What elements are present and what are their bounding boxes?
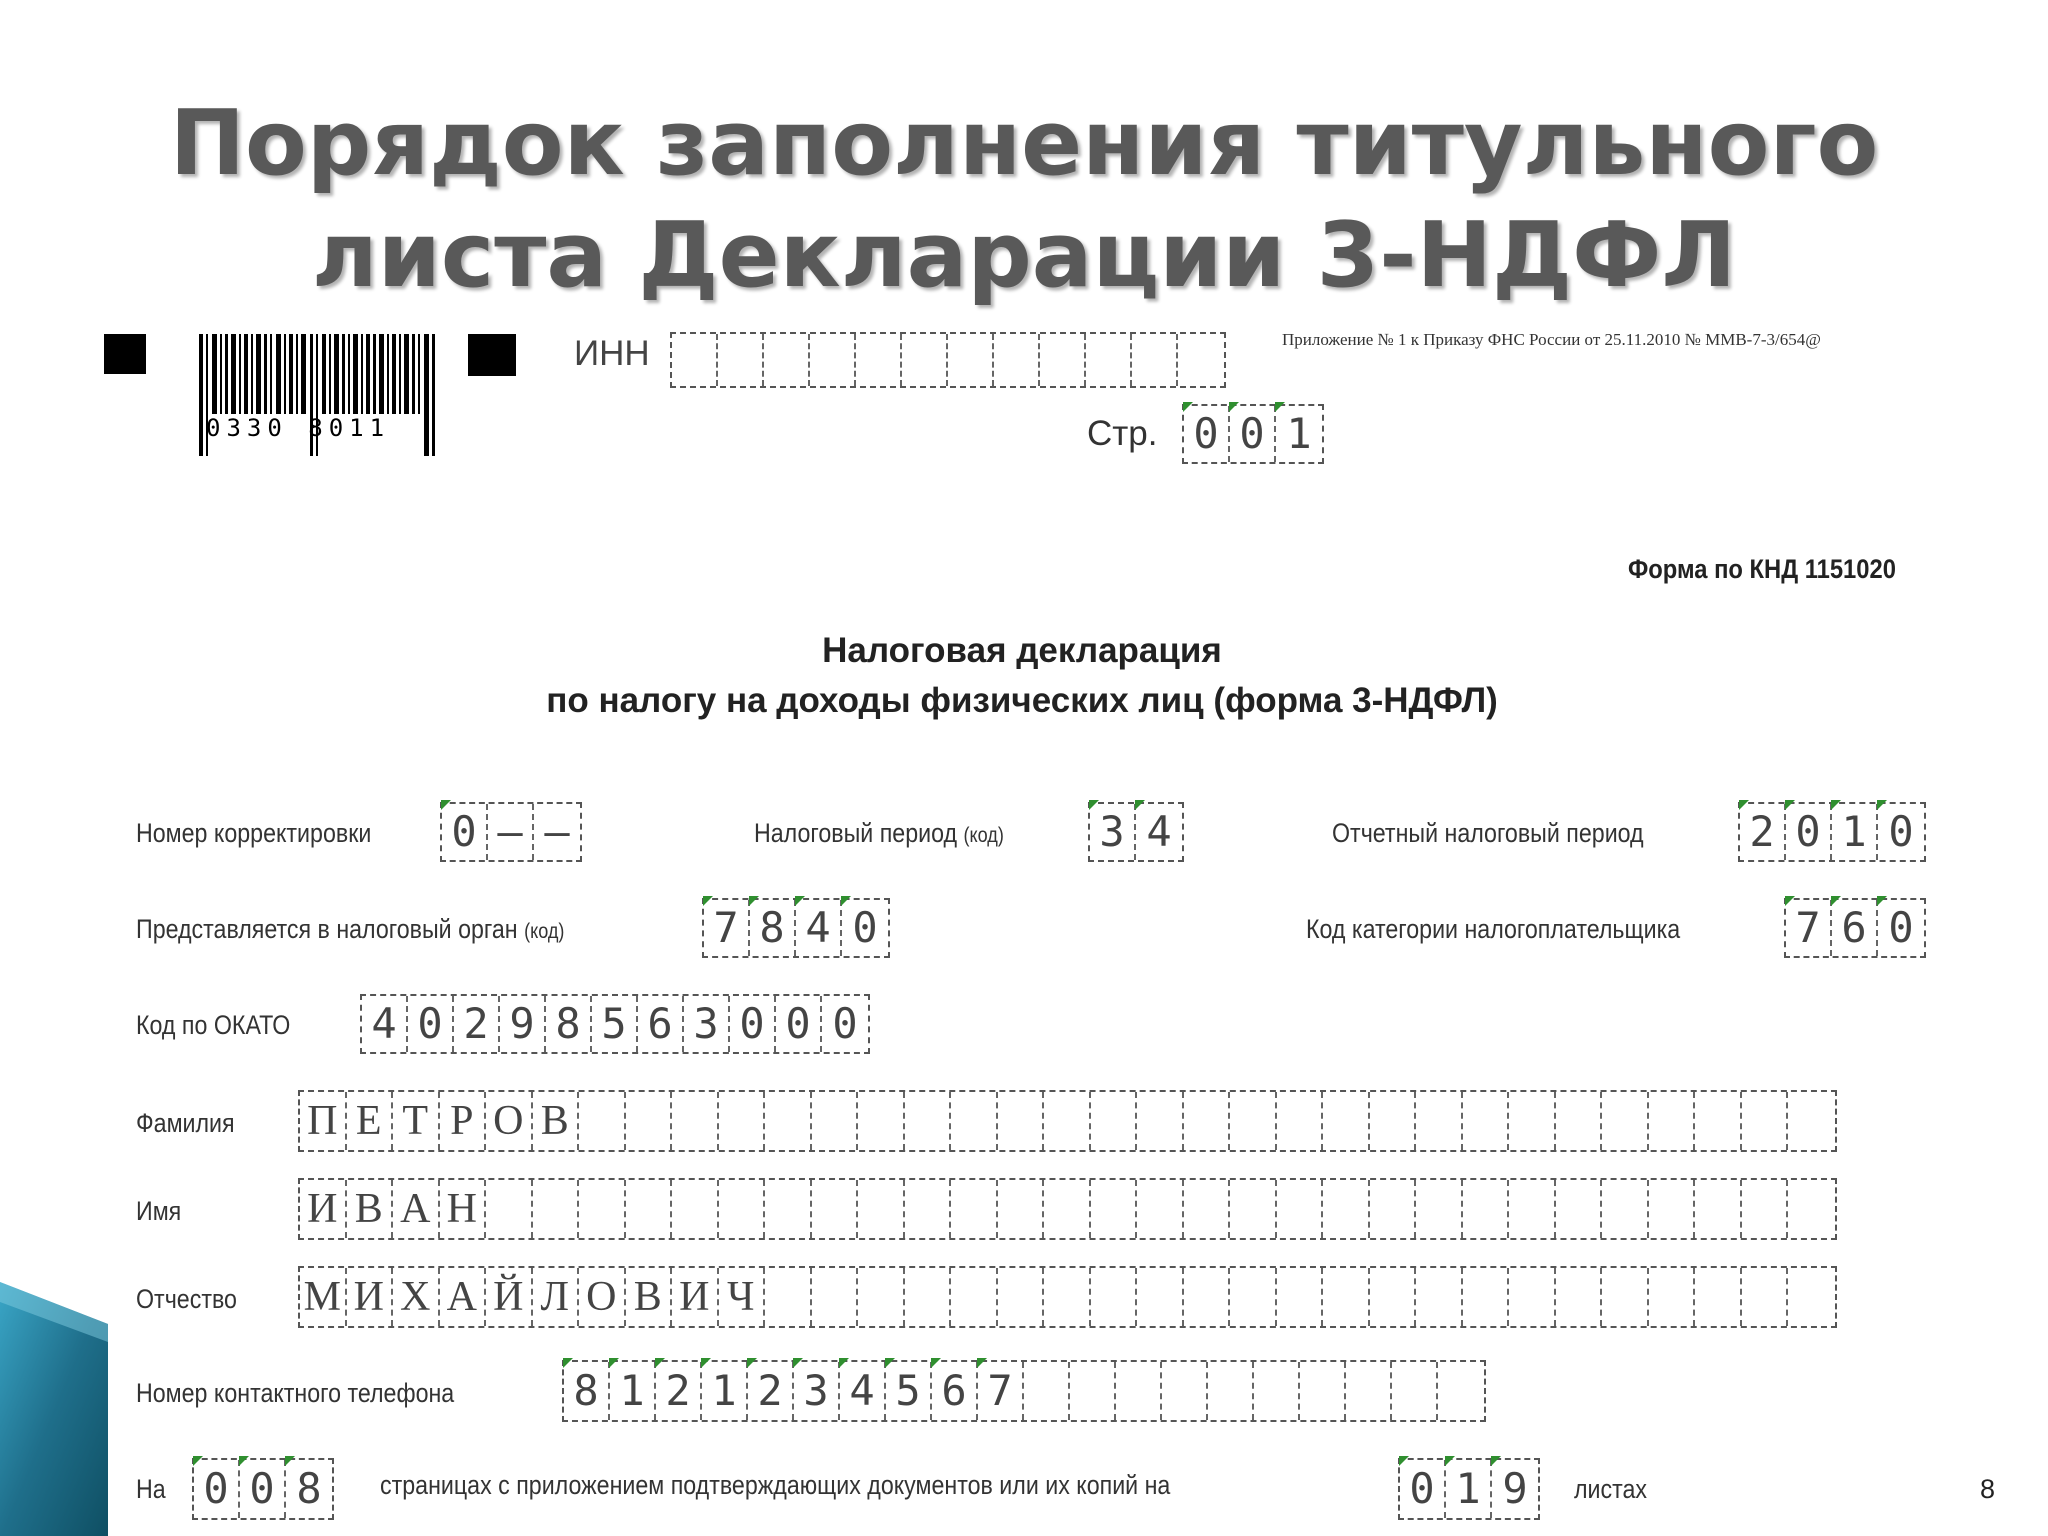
char-cell — [1323, 1268, 1370, 1326]
char-cell: 0 — [832, 999, 858, 1048]
declaration-title-line-2: по налогу на доходы физических лиц (форма 3-НДФЛ) — [546, 681, 1498, 720]
char-cell — [1208, 1362, 1254, 1420]
char-cell — [812, 1092, 859, 1150]
inn-field[interactable] — [670, 332, 1226, 388]
char-cell — [1370, 1092, 1417, 1150]
char-cell — [1370, 1268, 1417, 1326]
char-cell — [1370, 1180, 1417, 1238]
char-cell — [951, 1092, 998, 1150]
char-cell: 0 — [730, 996, 776, 1052]
char-cell — [905, 1268, 952, 1326]
char-cell: Л — [533, 1268, 580, 1326]
report-period-field[interactable] — [1738, 802, 1926, 862]
surname-field[interactable] — [298, 1090, 1837, 1152]
char-cell: П — [300, 1092, 347, 1150]
okato-label: Код по ОКАТО — [136, 1010, 291, 1040]
char-cell — [1184, 1180, 1231, 1238]
char-cell — [858, 1092, 905, 1150]
char-cell: 7 — [1786, 900, 1832, 956]
char-cell — [858, 1180, 905, 1238]
char-cell: 6 — [1832, 900, 1878, 956]
char-cell — [765, 1268, 812, 1326]
char-cell: 5 — [592, 996, 638, 1052]
name-label: Имя — [136, 1196, 182, 1226]
char-cell: 4 — [840, 1362, 886, 1420]
char-cell — [1509, 1268, 1556, 1326]
char-cell: А — [440, 1268, 487, 1326]
char-cell — [626, 1092, 673, 1150]
char-cell: Т — [393, 1092, 440, 1150]
char-cell — [1788, 1268, 1835, 1326]
barcode-number: 0330 8011 — [206, 414, 391, 442]
char-cell — [858, 1268, 905, 1326]
char-cell — [812, 1268, 859, 1326]
char-cell: И — [347, 1268, 394, 1326]
char-cell: 1 — [702, 1362, 748, 1420]
char-cell — [1463, 1092, 1510, 1150]
char-cell — [672, 1180, 719, 1238]
sheets-count-field[interactable] — [1398, 1458, 1540, 1520]
char-cell: 0 — [776, 996, 822, 1052]
char-cell — [1416, 1092, 1463, 1150]
tax-period-label — [754, 818, 1004, 849]
char-cell — [1649, 1180, 1696, 1238]
char-cell — [1091, 1180, 1138, 1238]
char-cell — [1392, 1362, 1438, 1420]
char-cell — [1602, 1268, 1649, 1326]
tax-period-code-hint: (код) — [963, 824, 1004, 847]
char-cell: Й — [486, 1268, 533, 1326]
char-cell — [672, 334, 718, 386]
char-cell: 7 — [704, 900, 750, 956]
char-cell — [1438, 1362, 1484, 1420]
decorative-corner-shape — [0, 1282, 108, 1536]
char-cell — [1742, 1180, 1789, 1238]
char-cell — [810, 334, 856, 386]
char-cell — [1137, 1180, 1184, 1238]
char-cell: 2 — [454, 996, 500, 1052]
char-cell — [1556, 1092, 1603, 1150]
registration-marker-left — [104, 334, 146, 374]
char-cell — [672, 1092, 719, 1150]
char-cell: 0 — [408, 996, 454, 1052]
inn-label: ИНН — [574, 334, 650, 373]
char-cell: 6 — [638, 996, 684, 1052]
char-cell — [626, 1180, 673, 1238]
char-cell — [1463, 1268, 1510, 1326]
char-cell — [1070, 1362, 1116, 1420]
char-cell: 3 — [794, 1362, 840, 1420]
char-cell — [1044, 1092, 1091, 1150]
char-cell: 0 — [240, 1460, 286, 1518]
char-cell — [948, 334, 994, 386]
char-cell — [812, 1180, 859, 1238]
char-cell — [765, 1092, 812, 1150]
char-cell: 0 — [194, 1460, 240, 1518]
char-cell — [1602, 1180, 1649, 1238]
char-cell: 2 — [656, 1362, 702, 1420]
slide-title-line-2: листа Декларации 3-НДФЛ — [311, 203, 1737, 308]
char-cell: 1 — [1832, 804, 1878, 860]
char-cell — [1277, 1092, 1324, 1150]
char-cell: 9 — [500, 996, 546, 1052]
char-cell — [579, 1092, 626, 1150]
char-cell — [765, 1180, 812, 1238]
char-cell — [579, 1180, 626, 1238]
registration-marker-right — [468, 334, 516, 376]
char-cell — [1556, 1268, 1603, 1326]
char-cell: 0 — [1878, 900, 1924, 956]
char-cell — [951, 1180, 998, 1238]
char-cell — [1509, 1092, 1556, 1150]
char-cell — [1695, 1268, 1742, 1326]
char-cell — [1137, 1268, 1184, 1326]
char-cell: М — [300, 1268, 347, 1326]
char-cell — [998, 1268, 1045, 1326]
char-cell: 8 — [286, 1460, 332, 1518]
char-cell — [1040, 334, 1086, 386]
phone-field[interactable] — [562, 1360, 1486, 1422]
char-cell: Е — [347, 1092, 394, 1150]
char-cell: 3 — [1090, 804, 1136, 860]
char-cell: 4 — [1136, 804, 1182, 860]
char-cell: 4 — [362, 996, 408, 1052]
char-cell: О — [579, 1268, 626, 1326]
report-period-label: Отчетный налоговый период — [1332, 818, 1644, 848]
char-cell — [1742, 1092, 1789, 1150]
patronymic-field[interactable] — [298, 1266, 1837, 1328]
char-cell: 8 — [546, 996, 592, 1052]
char-cell: В — [347, 1180, 394, 1238]
char-cell — [1602, 1092, 1649, 1150]
char-cell — [1044, 1268, 1091, 1326]
page-label: Стр. — [1087, 414, 1158, 453]
char-cell: 2 — [748, 1362, 794, 1420]
char-cell: 0 — [842, 900, 888, 956]
phone-label: Номер контактного телефона — [136, 1378, 455, 1408]
char-cell — [905, 1092, 952, 1150]
correction-label: Номер корректировки — [136, 818, 372, 848]
declaration-title — [102, 626, 1942, 726]
char-cell — [856, 334, 902, 386]
char-cell — [1091, 1092, 1138, 1150]
patronymic-label: Отчество — [136, 1284, 237, 1314]
char-cell: 1 — [1276, 406, 1322, 462]
char-cell — [1788, 1092, 1835, 1150]
char-cell — [1086, 334, 1132, 386]
char-cell: Р — [440, 1092, 487, 1150]
char-cell — [1230, 1092, 1277, 1150]
char-cell: 2 — [1740, 804, 1786, 860]
char-cell — [1788, 1180, 1835, 1238]
char-cell — [1463, 1180, 1510, 1238]
tax-period-field[interactable] — [1088, 802, 1184, 862]
char-cell — [719, 1180, 766, 1238]
char-cell — [1649, 1092, 1696, 1150]
char-cell — [1509, 1180, 1556, 1238]
char-cell: И — [300, 1180, 347, 1238]
char-cell: 8 — [750, 900, 796, 956]
char-cell — [486, 1180, 533, 1238]
char-cell — [1277, 1268, 1324, 1326]
char-cell — [718, 334, 764, 386]
char-cell — [533, 1180, 580, 1238]
char-cell — [1116, 1362, 1162, 1420]
char-cell — [1162, 1362, 1208, 1420]
tax-period-label-text: Налоговый период — [754, 818, 958, 848]
taxpayer-category-label: Код категории налогоплательщика — [1306, 914, 1681, 944]
declaration-title-line-1: Налоговая декларация — [822, 631, 1222, 670]
char-cell — [902, 334, 948, 386]
char-cell: – — [544, 807, 570, 856]
char-cell — [1132, 334, 1178, 386]
char-cell — [1323, 1180, 1370, 1238]
slide-title — [0, 88, 2048, 312]
name-field[interactable] — [298, 1178, 1837, 1240]
char-cell: 0 — [1230, 406, 1276, 462]
char-cell — [1416, 1268, 1463, 1326]
char-cell: И — [672, 1268, 719, 1326]
char-cell — [1416, 1180, 1463, 1238]
pages-middle-text: страницах с приложением подтверждающих документов или их копий на — [380, 1470, 1171, 1500]
char-cell — [1254, 1362, 1300, 1420]
char-cell — [1742, 1268, 1789, 1326]
char-cell — [1184, 1268, 1231, 1326]
taxpayer-category-field[interactable] — [1784, 898, 1926, 958]
okato-field[interactable] — [360, 994, 870, 1054]
char-cell: 9 — [1492, 1460, 1538, 1518]
slide-title-line-1: Порядок заполнения титульного — [169, 91, 1879, 196]
char-cell: 0 — [1400, 1460, 1446, 1518]
char-cell: 0 — [1786, 804, 1832, 860]
char-cell — [1044, 1180, 1091, 1238]
char-cell — [1137, 1092, 1184, 1150]
char-cell — [998, 1180, 1045, 1238]
char-cell: Ч — [719, 1268, 766, 1326]
char-cell: 3 — [684, 996, 730, 1052]
char-cell — [994, 334, 1040, 386]
char-cell — [1230, 1268, 1277, 1326]
pages-prefix-label: На — [136, 1474, 166, 1504]
char-cell: 6 — [932, 1362, 978, 1420]
pages-count-field[interactable] — [192, 1458, 334, 1520]
knd-form-code: Форма по КНД 1151020 — [1628, 554, 1896, 584]
char-cell — [998, 1092, 1045, 1150]
char-cell: В — [533, 1092, 580, 1150]
char-cell: 8 — [564, 1362, 610, 1420]
char-cell — [1277, 1180, 1324, 1238]
char-cell — [1323, 1092, 1370, 1150]
slide-page-number: 8 — [1980, 1474, 1996, 1504]
char-cell — [1230, 1180, 1277, 1238]
char-cell — [719, 1092, 766, 1150]
char-cell — [1184, 1092, 1231, 1150]
char-cell: В — [626, 1268, 673, 1326]
char-cell: Х — [393, 1268, 440, 1326]
char-cell — [1649, 1268, 1696, 1326]
tax-form-document — [102, 318, 1942, 1536]
char-cell: 0 — [1184, 406, 1230, 462]
char-cell: 0 — [442, 804, 488, 860]
char-cell — [905, 1180, 952, 1238]
char-cell: 7 — [978, 1362, 1024, 1420]
char-cell — [951, 1268, 998, 1326]
char-cell — [1091, 1268, 1138, 1326]
char-cell: А — [393, 1180, 440, 1238]
char-cell — [1695, 1092, 1742, 1150]
sheets-suffix-label: листах — [1574, 1474, 1648, 1504]
tax-authority-label — [136, 914, 564, 945]
surname-label: Фамилия — [136, 1108, 235, 1138]
char-cell — [764, 334, 810, 386]
char-cell: 0 — [1878, 804, 1924, 860]
char-cell — [1178, 334, 1224, 386]
tax-authority-code-hint: (код) — [524, 920, 565, 943]
correction-number-field[interactable] — [440, 802, 582, 862]
tax-authority-label-text: Представляется в налоговый орган — [136, 914, 518, 944]
char-cell — [1695, 1180, 1742, 1238]
char-cell: 4 — [796, 900, 842, 956]
tax-authority-field[interactable] — [702, 898, 890, 958]
char-cell — [1556, 1180, 1603, 1238]
page-number-field[interactable] — [1182, 404, 1324, 464]
appendix-reference: Приложение № 1 к Приказу ФНС России от 25.11.2010 № ММВ-7-3/654@ — [1282, 330, 1821, 349]
char-cell: 5 — [886, 1362, 932, 1420]
char-cell — [1346, 1362, 1392, 1420]
char-cell — [1024, 1362, 1070, 1420]
char-cell — [1300, 1362, 1346, 1420]
char-cell: Н — [440, 1180, 487, 1238]
char-cell: 1 — [610, 1362, 656, 1420]
char-cell: 1 — [1446, 1460, 1492, 1518]
char-cell: – — [488, 804, 534, 860]
char-cell: О — [486, 1092, 533, 1150]
